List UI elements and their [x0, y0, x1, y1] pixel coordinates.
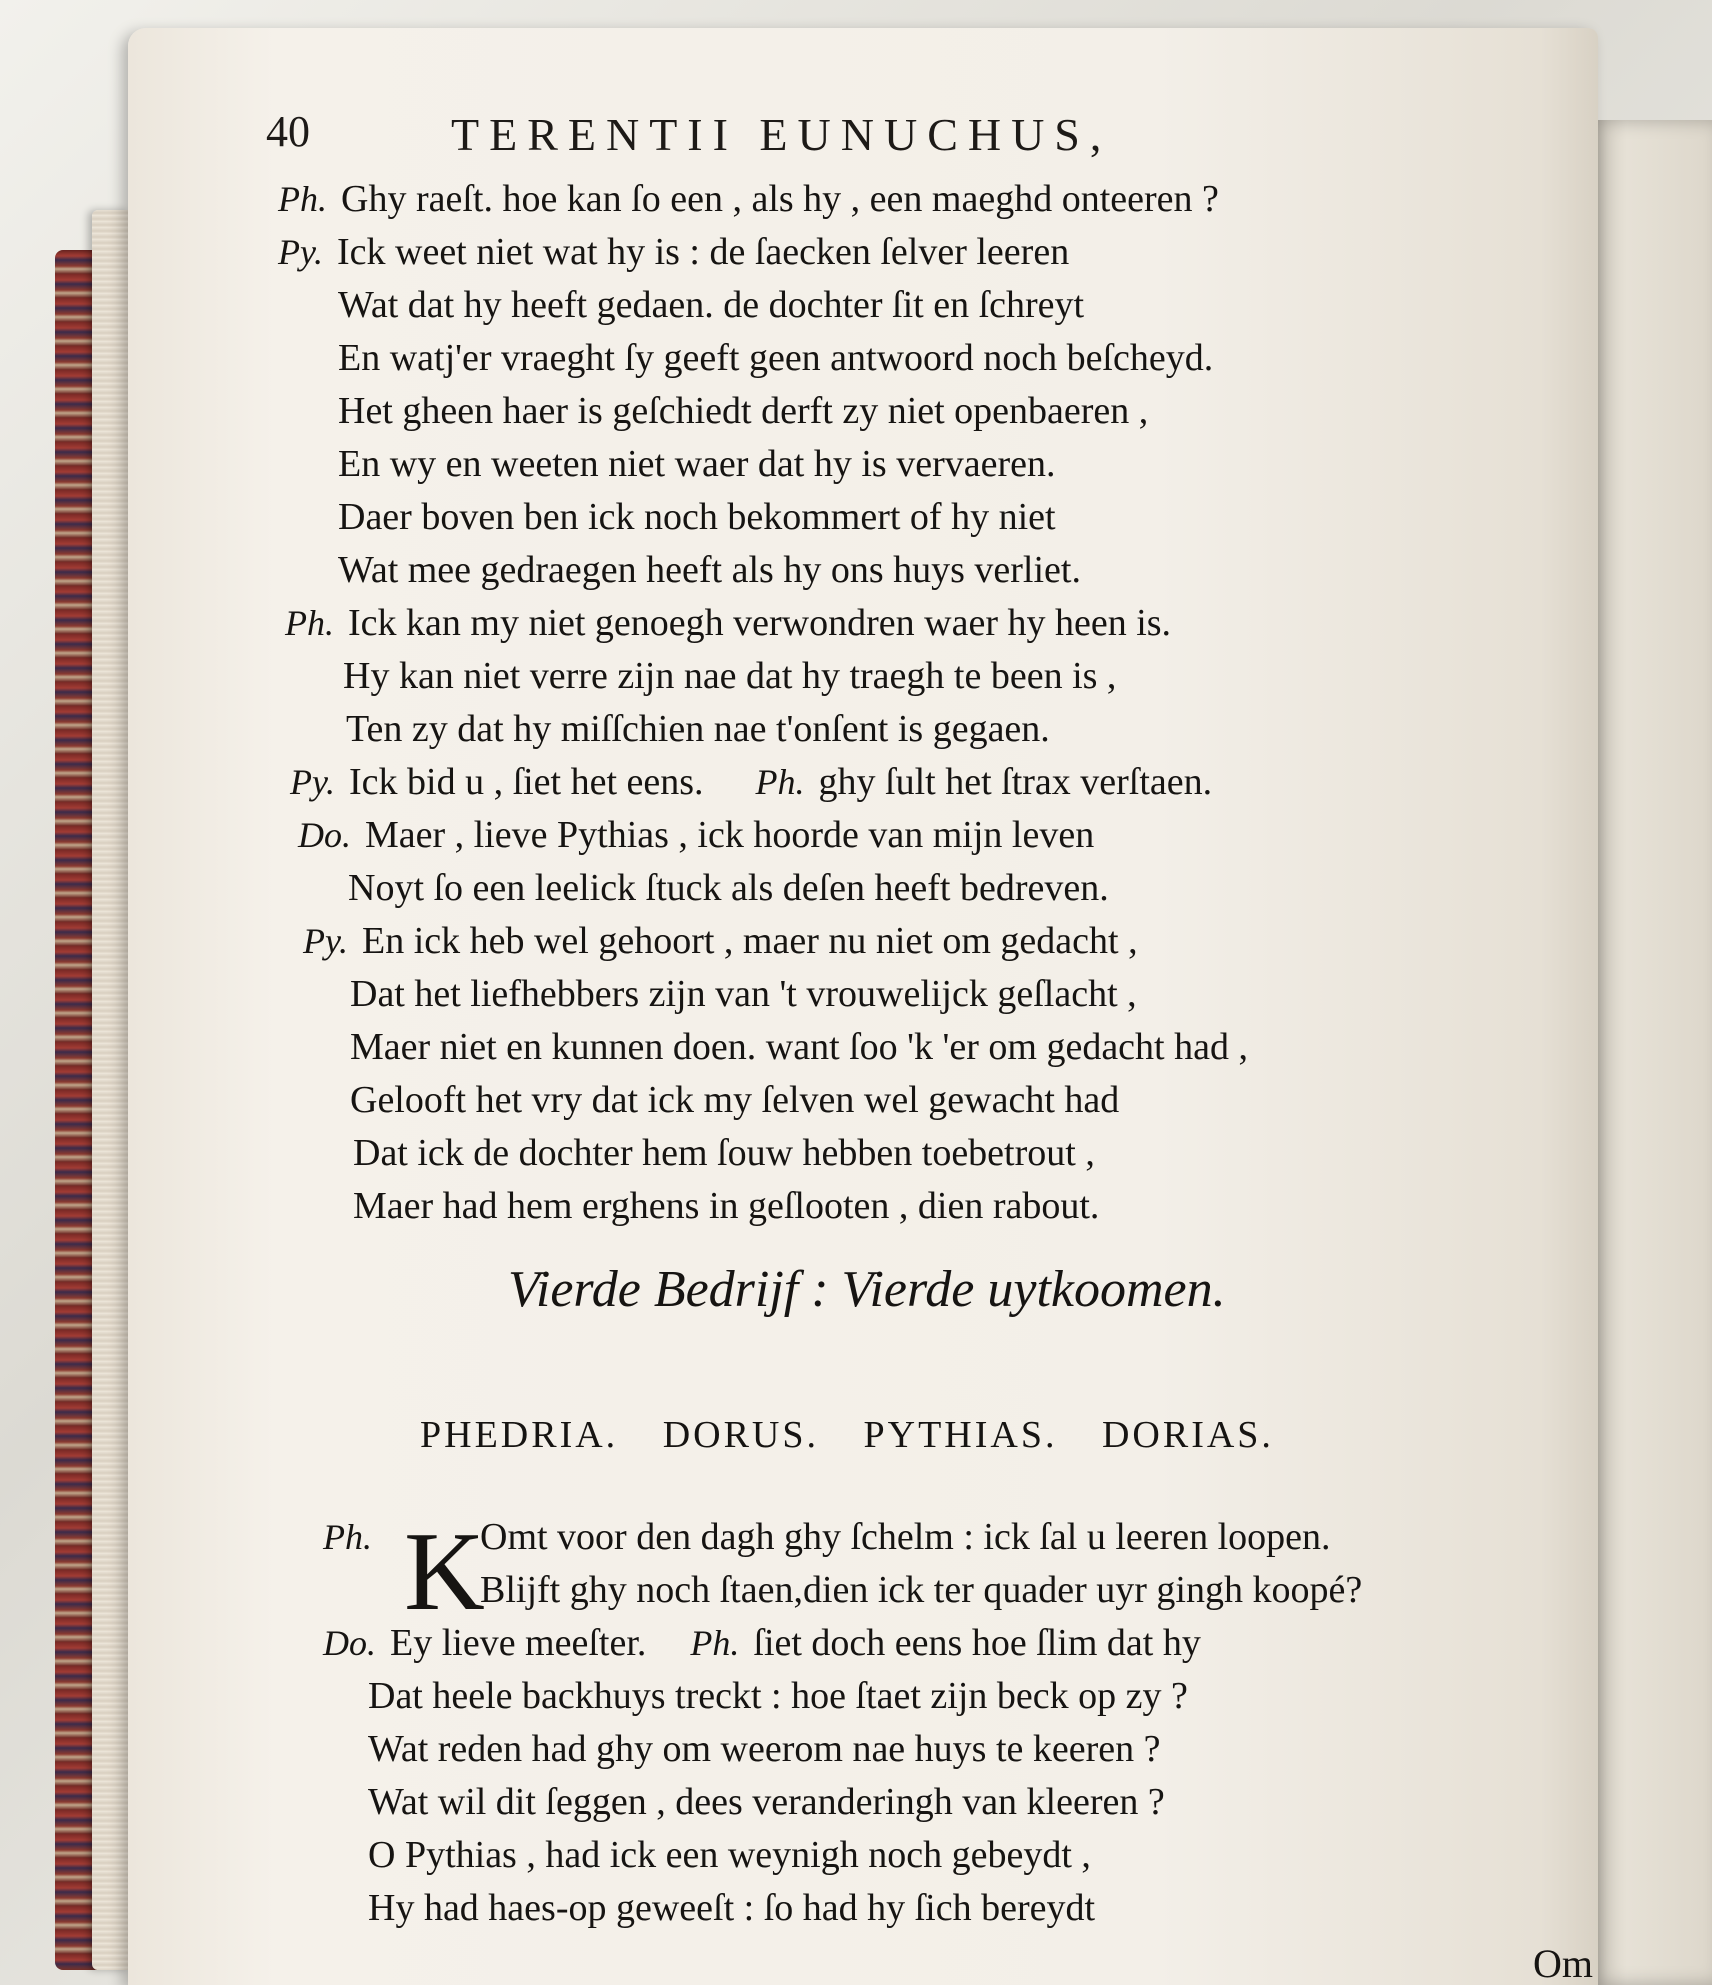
verse-text-line: Noyt ſo een leelick ſtuck als deſen heeft bedreven.: [348, 867, 1109, 909]
cast-member: DORUS.: [662, 1414, 819, 1456]
verse-line: [303, 922, 1138, 960]
verse-line: [323, 1624, 1201, 1662]
verse-line: [338, 498, 1056, 536]
verse-line: [348, 869, 1109, 907]
verse-text-line: ſiet doch eens hoe ſlim dat hy: [753, 1622, 1201, 1664]
verse-line: [353, 1187, 1099, 1225]
verse-text-line: Ick kan my niet genoegh verwondren waer hy heen is.: [348, 602, 1172, 644]
verse-text-line: O Pythias , had ick een weynigh noch gebeydt ,: [368, 1834, 1091, 1876]
verse-text-line: Omt voor den dagh ghy ſchelm : ick ſal u leeren loopen.: [480, 1516, 1331, 1558]
act-heading: Vierde Bedrijf : Vierde uytkoomen.: [508, 1261, 1226, 1318]
verse-line: [285, 604, 1171, 642]
verse-text-line: ghy ſult het ſtrax verſtaen.: [818, 761, 1213, 803]
verse-text-line: Wat dat hy heeft gedaen. de dochter ſit en ſchreyt: [338, 284, 1085, 326]
verse-line: [278, 233, 1069, 271]
verse-line: [338, 339, 1213, 377]
verse-line: [480, 1571, 1362, 1609]
verse-line: [346, 710, 1050, 748]
verse-text-line: Ick bid u , ſiet het eens.: [348, 761, 704, 803]
verse-text-line: Ten zy dat hy miſſchien nae t'onſent is gegaen.: [346, 708, 1050, 750]
running-head: TERENTII EUNUCHUS,: [451, 109, 1112, 160]
verse-text-line: Maer , lieve Pythias , ick hoorde van mijn leven: [365, 814, 1095, 856]
speaker-label: Ph.: [690, 1623, 740, 1663]
speaker-label: Ph.: [323, 1517, 372, 1557]
verse-line: [368, 1677, 1188, 1715]
speaker-label: Ph.: [285, 603, 334, 643]
verse-line: [368, 1783, 1165, 1821]
speaker-label: Py.: [290, 762, 335, 802]
verse-text-line: En wy en weeten niet waer dat hy is vervaeren.: [338, 443, 1056, 485]
marbled-book-edge: [55, 250, 97, 1970]
cast-member: PYTHIAS.: [863, 1414, 1058, 1456]
verse-line: [298, 816, 1094, 854]
verse-line: [338, 551, 1081, 589]
verse-text-line: Het gheen haer is geſchiedt derft zy niet openbaeren ,: [338, 390, 1149, 432]
verse-line: [323, 1518, 372, 1556]
verse-text-line: Hy kan niet verre zijn nae dat hy traegh te been is ,: [343, 655, 1117, 697]
verse-text-line: Hy had haes-op geweeſt : ſo had hy ſich bereydt: [368, 1887, 1096, 1929]
speaker-label: Ph.: [755, 762, 805, 802]
cast-member: DORIAS.: [1101, 1414, 1274, 1456]
speaker-label: Do.: [298, 815, 351, 855]
verse-line: [290, 763, 1212, 801]
verse-line: [368, 1889, 1095, 1927]
cast-member: PHEDRIA.: [420, 1414, 619, 1456]
verse-line: [353, 1134, 1095, 1172]
page-number: 40: [266, 107, 310, 156]
verse-text-line: Ick weet niet wat hy is : de ſaecken ſelver leeren: [336, 231, 1070, 273]
verse-line: [350, 975, 1137, 1013]
verse-line: [480, 1518, 1331, 1556]
page-block-edge: [92, 210, 130, 1970]
verse-text-line: Ghy raeſt. hoe kan ſo een , als hy , een maeghd onteeren ?: [341, 178, 1219, 220]
speaker-label: Py.: [303, 921, 348, 961]
speaker-label: Do.: [323, 1623, 376, 1663]
verse-line: [338, 286, 1084, 324]
verse-line: [368, 1836, 1091, 1874]
verse-text-line: Dat heele backhuys treckt : hoe ſtaet zijn beck op zy ?: [368, 1675, 1188, 1717]
verse-text-line: En watj'er vraeght ſy geeft geen antwoord noch beſcheyd.: [338, 337, 1214, 379]
verse-line: [368, 1730, 1161, 1768]
speaker-label: Ph.: [278, 179, 327, 219]
book-page: [128, 28, 1598, 1985]
verse-text-line: Wat reden had ghy om weerom nae huys te keeren ?: [368, 1728, 1161, 1770]
verse-text-line: Dat ick de dochter hem ſouw hebben toebetrout ,: [353, 1132, 1095, 1174]
verse-text-line: En ick heb wel gehoort , maer nu niet om gedacht ,: [361, 920, 1138, 962]
verse-text-line: Ey lieve meeſter.: [390, 1622, 647, 1664]
verse-line: [338, 392, 1148, 430]
verse-text-line: Dat het liefhebbers zijn van 't vrouwelijck geſlacht ,: [350, 973, 1137, 1015]
verse-line: [338, 445, 1055, 483]
verse-text-line: Maer had hem erghens in geſlooten , dien rabout.: [353, 1185, 1100, 1227]
verse-text-line: Wat mee gedraegen heeft als hy ons huys verliet.: [338, 549, 1081, 591]
drop-initial: K: [404, 1510, 485, 1634]
verse-line: [350, 1028, 1248, 1066]
verse-text-line: Blijft ghy noch ſtaen,dien ick ter quader uyr gingh koopé?: [480, 1569, 1363, 1611]
cast-list: [420, 1413, 1306, 1457]
verse-line: [343, 657, 1116, 695]
speaker-label: Py.: [278, 232, 323, 272]
verse-text-line: Gelooft het vry dat ick my ſelven wel gewacht had: [350, 1079, 1120, 1121]
catchword: Om: [1533, 1941, 1593, 1985]
facing-page-edge: [1590, 120, 1712, 1985]
verse-line: [350, 1081, 1119, 1119]
verse-text-line: Daer boven ben ick noch bekommert of hy niet: [338, 496, 1056, 538]
verse-text-line: Maer niet en kunnen doen. want ſoo 'k 'er om gedacht had ,: [350, 1026, 1248, 1068]
verse-line: [278, 180, 1219, 218]
verse-text-line: Wat wil dit ſeggen , dees veranderingh van kleeren ?: [368, 1781, 1165, 1823]
